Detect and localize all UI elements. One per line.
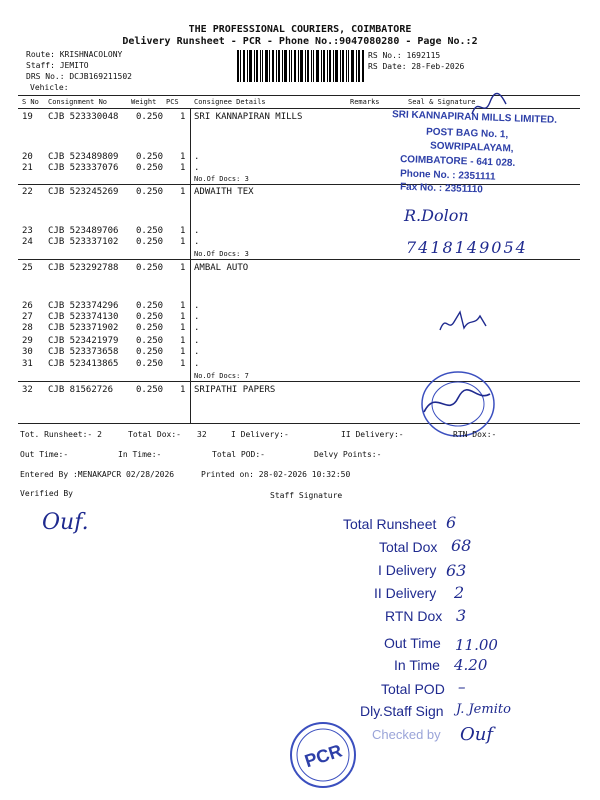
- docs-note: No.Of Docs: 7: [194, 372, 249, 380]
- row-pcs: 1: [180, 336, 186, 346]
- table-row: [20, 263, 580, 274]
- row-pcs: 1: [180, 323, 186, 333]
- i-delivery: I Delivery:-: [231, 430, 289, 439]
- rs-number: RS No.: 1692115: [368, 51, 441, 60]
- rtn-dox: RTN Dox:-: [453, 430, 497, 439]
- row-sno: 22: [22, 187, 33, 197]
- row-consignment: CJB 523489809: [48, 152, 119, 162]
- verified-by: Verified By: [20, 489, 73, 498]
- row-weight: 0.250: [136, 385, 164, 395]
- hw-value: Ouf: [460, 724, 494, 745]
- row-consignment: CJB 523337076: [48, 163, 119, 173]
- row-sno: 28: [22, 323, 33, 333]
- row-pcs: 1: [180, 347, 186, 357]
- receiver-name: R.Dolon: [404, 206, 469, 225]
- out-time: Out Time:-: [20, 450, 69, 459]
- hw-value: 68: [451, 536, 472, 555]
- row-pcs: 1: [180, 385, 186, 395]
- header-sno: S No: [22, 98, 39, 106]
- row-consignee: .: [194, 347, 200, 357]
- row-weight: 0.250: [136, 347, 164, 357]
- header-seal-signature: Seal & Signature: [408, 98, 476, 106]
- row-consignee: ADWAITH TEX: [194, 187, 254, 197]
- row-pcs: 1: [180, 237, 186, 247]
- total-dox-label: Total Dox:-: [128, 430, 181, 439]
- header-pcs: PCS: [166, 98, 179, 106]
- row-weight: 0.250: [136, 152, 164, 162]
- hw-label: II Delivery: [374, 585, 437, 601]
- row-sno: 30: [22, 347, 33, 357]
- row-consignment: CJB 523292788: [48, 263, 119, 273]
- row-sno: 24: [22, 237, 33, 247]
- tot-runsheet: Tot. Runsheet:- 2: [20, 430, 102, 439]
- staff-signature: Staff Signature: [270, 491, 343, 500]
- table-row: [20, 226, 580, 237]
- hw-value: 4.20: [454, 656, 488, 674]
- row-weight: 0.250: [136, 237, 164, 247]
- staff: Staff: JEMITO: [26, 61, 89, 70]
- hw-label: I Delivery: [378, 562, 437, 578]
- row-consignee: .: [194, 237, 200, 247]
- row-consignee: .: [194, 336, 200, 346]
- row-pcs: 1: [180, 152, 186, 162]
- row-sno: 32: [22, 385, 33, 395]
- hw-value: 6: [446, 513, 457, 532]
- printed-on: Printed on: 28-02-2026 10:32:50: [201, 470, 351, 479]
- total-dox-value: 32: [197, 430, 207, 439]
- row-consignment: CJB 523373658: [48, 347, 119, 357]
- row-pcs: 1: [180, 301, 186, 311]
- row-consignment: CJB 523330048: [48, 112, 119, 122]
- row-consignee: .: [194, 323, 200, 333]
- receiver-phone: 7418149054: [406, 238, 528, 257]
- row-pcs: 1: [180, 112, 186, 122]
- row-consignee: .: [194, 359, 200, 369]
- stamp-line: Fax No. : 2351110: [399, 181, 484, 196]
- header-consignee: Consignee Details: [194, 98, 266, 106]
- hw-label: Out Time: [384, 635, 441, 651]
- hw-value: J. Jemito: [456, 702, 511, 717]
- total-pod: Total POD:-: [212, 450, 265, 459]
- row-consignee: AMBAL AUTO: [194, 263, 249, 273]
- row-sno: 29: [22, 336, 33, 346]
- row-sno: 26: [22, 301, 33, 311]
- row-weight: 0.250: [136, 226, 164, 236]
- runsheet-subtitle: Delivery Runsheet - PCR - Phone No.:9047080280 - Page No.:2: [122, 36, 478, 47]
- table-row: [20, 187, 580, 198]
- stamp-line: Phone No. : 2351111: [399, 168, 496, 183]
- table-row: [20, 347, 580, 358]
- row-consignment: CJB 523245269: [48, 187, 119, 197]
- row-consignment: CJB 523374296: [48, 301, 119, 311]
- row-sno: 20: [22, 152, 33, 162]
- hw-value: 3: [456, 606, 467, 625]
- row-consignment: CJB 523413865: [48, 359, 119, 369]
- row-consignment: CJB 523374130: [48, 312, 119, 322]
- row-weight: 0.250: [136, 359, 164, 369]
- row-sno: 31: [22, 359, 33, 369]
- row-consignee: SRIPATHI PAPERS: [194, 385, 276, 395]
- row-weight: 0.250: [136, 187, 164, 197]
- stamp-line: COIMBATORE - 641 028.: [399, 153, 516, 170]
- row-consignee: .: [194, 152, 200, 162]
- row-consignee: .: [194, 226, 200, 236]
- row-weight: 0.250: [136, 301, 164, 311]
- delvy-points: Delvy Points:-: [314, 450, 382, 459]
- row-pcs: 1: [180, 312, 186, 322]
- row-weight: 0.250: [136, 163, 164, 173]
- hw-label: Total Dox: [379, 539, 438, 555]
- row-consignment: CJB 523421979: [48, 336, 119, 346]
- row-weight: 0.250: [136, 312, 164, 322]
- drs-number: DRS No.: DCJB169211502: [26, 72, 132, 81]
- stamp-line: SRI KANNAPIRAN MILLS LIMITED.: [391, 109, 558, 126]
- header-consignment: Consignment No: [48, 98, 108, 106]
- entered-by: Entered By :MENAKAPCR 02/28/2026: [20, 470, 175, 479]
- hw-label: In Time: [394, 657, 440, 673]
- barcode: [237, 50, 365, 82]
- in-time: In Time:-: [118, 450, 162, 459]
- row-sno: 19: [22, 112, 33, 122]
- row-pcs: 1: [180, 226, 186, 236]
- row-consignment: CJB 523337102: [48, 237, 119, 247]
- company-title: THE PROFESSIONAL COURIERS, COIMBATORE: [188, 24, 412, 35]
- row-consignment: CJB 523371902: [48, 323, 119, 333]
- row-pcs: 1: [180, 187, 186, 197]
- docs-note: No.Of Docs: 3: [194, 175, 249, 183]
- row-pcs: 1: [180, 163, 186, 173]
- row-weight: 0.250: [136, 336, 164, 346]
- row-sno: 27: [22, 312, 33, 322]
- row-pcs: 1: [180, 359, 186, 369]
- pcr-stamp-text: PCR: [302, 740, 345, 772]
- row-sno: 25: [22, 263, 33, 273]
- row-consignee: .: [194, 301, 200, 311]
- rs-date: RS Date: 28-Feb-2026: [368, 62, 465, 71]
- vehicle: Vehicle:: [30, 83, 69, 92]
- stamp-line: SOWRIPALAYAM,: [429, 140, 514, 155]
- row-weight: 0.250: [136, 263, 164, 273]
- hw-label: RTN Dox: [385, 608, 443, 624]
- hw-label: Total Runsheet: [343, 516, 437, 532]
- hw-label: Total POD: [381, 681, 445, 697]
- ii-delivery: II Delivery:-: [341, 430, 404, 439]
- row-sno: 21: [22, 163, 33, 173]
- table-row: [20, 301, 580, 312]
- stamp-line: POST BAG No. 1,: [425, 126, 509, 141]
- row-consignee: .: [194, 312, 200, 322]
- hw-value: 11.00: [455, 636, 498, 654]
- table-row: [20, 336, 580, 347]
- route: Route: KRISHNACOLONY: [26, 50, 123, 59]
- hw-label: Checked by: [372, 727, 441, 742]
- verified-signature: Ouf.: [42, 510, 89, 535]
- signature-scribble: [470, 92, 510, 122]
- table-row: [20, 312, 580, 323]
- table-row: [20, 323, 580, 334]
- row-sno: 23: [22, 226, 33, 236]
- hw-value: –: [458, 678, 466, 696]
- hw-value: 2: [454, 583, 465, 602]
- row-weight: 0.250: [136, 323, 164, 333]
- hw-label: Dly.Staff Sign: [360, 703, 444, 719]
- header-weight: Weight: [131, 98, 157, 106]
- row-consignee: SRI KANNAPIRAN MILLS: [194, 112, 303, 122]
- row-consignee: .: [194, 163, 200, 173]
- docs-note: No.Of Docs: 3: [194, 250, 249, 258]
- signature-scribble: [436, 308, 496, 338]
- header-remarks: Remarks: [350, 98, 380, 106]
- hw-value: 63: [446, 561, 467, 580]
- row-pcs: 1: [180, 263, 186, 273]
- row-consignment: CJB 523489706: [48, 226, 119, 236]
- row-consignment: CJB 81562726: [48, 385, 114, 395]
- row-weight: 0.250: [136, 112, 164, 122]
- pcr-stamp: [288, 720, 358, 790]
